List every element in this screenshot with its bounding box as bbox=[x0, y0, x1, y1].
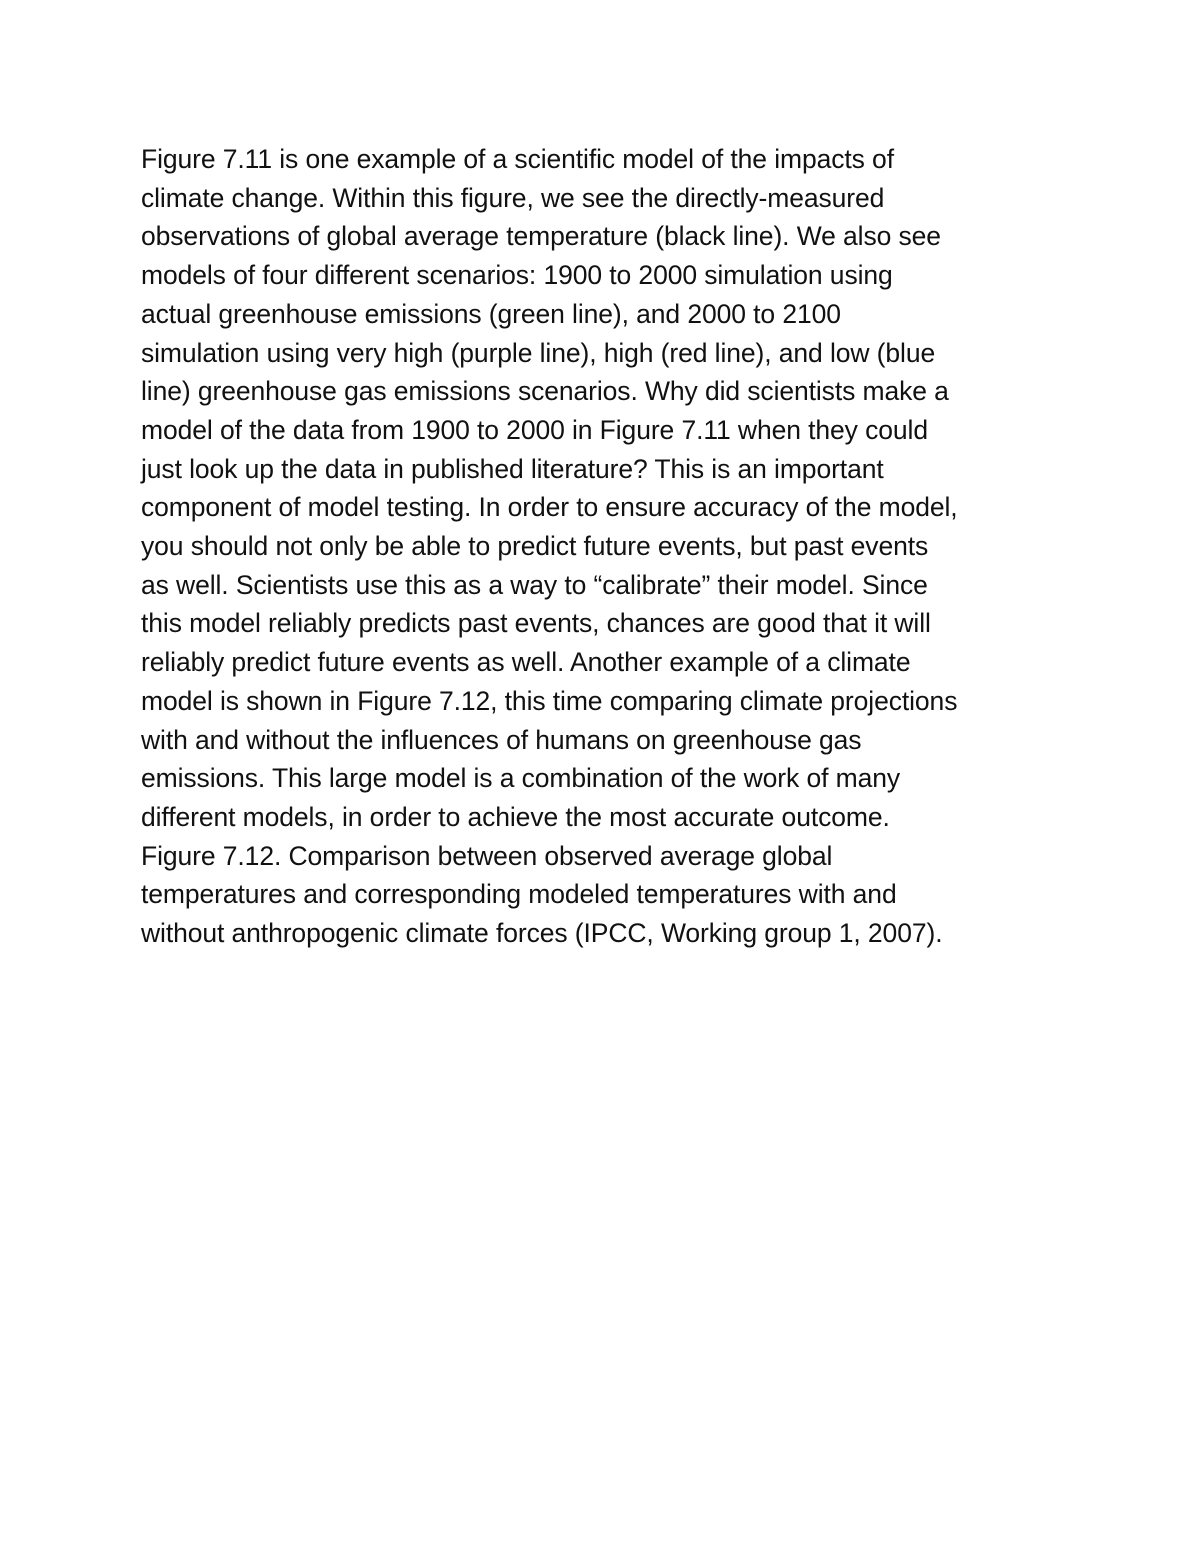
text-line: with and without the influences of humans on greenhouse gas bbox=[141, 724, 862, 755]
text-line: line) greenhouse gas emissions scenarios. Why did scientists make a bbox=[141, 376, 949, 407]
text-line: reliably predict future events as well. Another example of a climate bbox=[141, 647, 911, 678]
text-line: as well. Scientists use this as a way to “calibrate” their model. Since bbox=[141, 569, 928, 600]
text-line: emissions. This large model is a combination of the work of many bbox=[141, 763, 901, 794]
figure-caption-line: Figure 7.12. Comparison between observed average global bbox=[141, 840, 833, 871]
text-line: model is shown in Figure 7.12, this time comparing climate projections bbox=[141, 685, 958, 716]
text-line: you should not only be able to predict future events, but past events bbox=[141, 531, 929, 562]
text-line: component of model testing. In order to ensure accuracy of the model, bbox=[141, 492, 958, 523]
text-line: actual greenhouse emissions (green line), and 2000 to 2100 bbox=[141, 298, 841, 329]
text-line: different models, in order to achieve the most accurate outcome. bbox=[141, 801, 890, 832]
text-line: this model reliably predicts past events, chances are good that it will bbox=[141, 608, 931, 639]
text-line: Figure 7.11 is one example of a scientific model of the impacts of bbox=[141, 144, 894, 174]
figure-caption-line: without anthropogenic climate forces (IPCC, Working group 1, 2007). bbox=[141, 918, 943, 949]
text-line: just look up the data in published literature? This is an important bbox=[141, 453, 884, 484]
text-line: observations of global average temperature (black line). We also see bbox=[141, 221, 941, 252]
text-line: models of four different scenarios: 1900 to 2000 simulation using bbox=[141, 260, 893, 291]
body-paragraph bbox=[141, 140, 1101, 953]
text-line: simulation using very high (purple line), high (red line), and low (blue bbox=[141, 337, 936, 368]
figure-caption-line: temperatures and corresponding modeled temperatures with and bbox=[141, 879, 897, 910]
text-line: climate change. Within this figure, we see the directly-measured bbox=[141, 182, 885, 213]
text-line: model of the data from 1900 to 2000 in Figure 7.11 when they could bbox=[141, 414, 928, 445]
